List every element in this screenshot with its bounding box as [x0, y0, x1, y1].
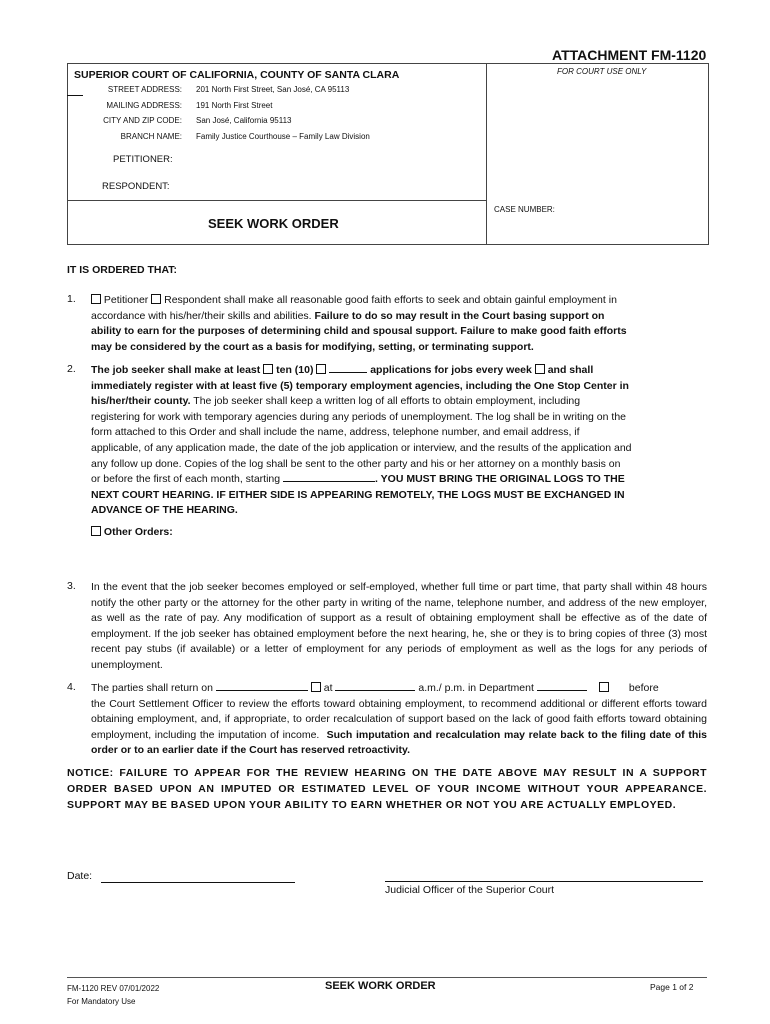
item-4-text-b: at — [323, 682, 333, 694]
city-zip-label: CITY AND ZIP CODE: — [103, 116, 182, 125]
footer-divider — [67, 977, 707, 978]
item-4-body — [91, 697, 707, 759]
item-3-number: 3. — [67, 580, 76, 592]
item-2-line-9: NEXT COURT HEARING. IF EITHER SIDE IS APPEARING REMOTELY, THE LOGS MUST BE EXCHANGED IN — [91, 488, 625, 501]
branch-name-label: BRANCH NAME: — [120, 132, 182, 141]
weekly-checkbox[interactable] — [535, 364, 545, 374]
item-1-line-1 — [91, 293, 707, 309]
department-field[interactable] — [537, 681, 587, 691]
item-4-text-e: the Court Settlement Officer to review the efforts toward obtaining employment, to recommend additional or different efforts toward obtaining employment, and, if appropriate, to order recalculation of support based on the lack of good faith efforts toward obtaining employment, including the imputation of income. — [91, 697, 707, 741]
item-2-line-10: ADVANCE OF THE HEARING. — [91, 504, 238, 517]
mailing-address-value: 191 North First Street — [196, 101, 273, 110]
item-1-line-3 — [91, 324, 707, 340]
return-time-field[interactable] — [335, 681, 415, 691]
item-1-bold-a: Failure to do so may result in the Court basing support on — [314, 309, 605, 322]
petitioner-label: PETITIONER: — [113, 154, 173, 165]
date-label: Date: — [67, 870, 93, 882]
notice-text: NOTICE: FAILURE TO APPEAR FOR THE REVIEW HEARING ON THE DATE ABOVE MAY RESULT IN A SUPPORT ORDER BASED UPON AN IMPUTED OR ESTIMATED LEVEL OF YOUR INCOME WITHOUT YOUR APPEARANCE. SUPPORT MAY BE BASED UPON YOUR ABILITY TO EARN WHETHER OR NOT YOU ARE ACTUALLY EMPLOYED. — [67, 767, 707, 811]
item-2-line-8 — [91, 472, 707, 488]
item-4-line-1 — [91, 681, 707, 697]
city-zip-value: San José, California 95113 — [196, 116, 292, 125]
item-2-line-1 — [91, 363, 707, 379]
item-4-text-a: The parties shall return on — [91, 682, 213, 694]
item-1-bold-c: . Failure to make good faith efforts — [454, 325, 627, 338]
item-4-number: 4. — [67, 681, 76, 693]
custom-applications-checkbox[interactable] — [316, 364, 326, 374]
footer-mandatory: For Mandatory Use — [67, 997, 136, 1006]
other-orders-checkbox[interactable] — [91, 526, 101, 536]
item-1-number: 1. — [67, 293, 76, 305]
item-2-text-d: The job seeker shall keep a written log of all efforts to obtain employment, including — [190, 395, 581, 408]
caption-title-divider — [67, 200, 487, 201]
case-number-label: CASE NUMBER: — [494, 205, 555, 214]
item-1-line-2 — [91, 309, 707, 325]
item-2-line-4: registering for work with temporary agencies during any periods of unemployment. The log shall be in writing on the — [91, 410, 627, 423]
item-4-text-c: a.m./ p.m. in Department — [418, 682, 534, 694]
petitioner-option-label: Petitioner — [103, 294, 149, 306]
item-2-text-c: and shall — [547, 364, 594, 376]
corner-tick — [67, 95, 83, 96]
item-1-text-a: shall make all reasonable good faith efforts to seek and obtain gainful employment in — [223, 294, 617, 306]
item-4 — [91, 681, 707, 759]
item-2 — [91, 363, 707, 519]
court-name: SUPERIOR COURT OF CALIFORNIA, COUNTY OF SANTA CLARA — [74, 69, 400, 81]
ten-applications-checkbox[interactable] — [263, 364, 273, 374]
applications-count-field[interactable] — [329, 363, 367, 373]
footer-revision: FM-1120 REV 07/01/2022 — [67, 984, 160, 993]
signature-line[interactable] — [385, 881, 703, 882]
item-2-line-5: form attached to this Order and shall include the name, address, telephone number, and email address, if — [91, 426, 580, 439]
item-2-bold-b: . YOU MUST BRING THE ORIGINAL LOGS TO THE — [375, 473, 625, 486]
street-address-label: STREET ADDRESS: — [107, 85, 182, 94]
department-checkbox[interactable] — [599, 682, 609, 692]
item-3-text: In the event that the job seeker becomes employed or self-employed, whether full time or part time, that party shall within 48 hours notify the other party or the attorney for the other party in writing of the name, telephone number, and address of the new employer, as well as the rate of pay. Any modification of support as a result of obtaining employment shall be effective as of the date of employment. If the job seeker has obtained employment before the next hearing, he, she or they is to bring copies of three (3) most recent pay stubs (if available) or a letter of employment for any periods of employment as well as the logs for any periods of unemployment. — [91, 581, 707, 671]
item-1-bold-b: ability to earn for the purposes of determining child and spousal support — [91, 325, 455, 338]
item-4-text-d: before — [628, 682, 659, 694]
mailing-address-label: MAILING ADDRESS: — [106, 101, 182, 110]
footer-page-number: Page 1 of 2 — [650, 982, 694, 992]
respondent-option-label: Respondent — [164, 294, 221, 306]
item-2-text-a: The job seeker shall make at least — [91, 364, 261, 376]
return-date-field[interactable] — [216, 681, 308, 691]
item-1-line-4 — [91, 340, 707, 356]
item-2-line-3 — [91, 394, 707, 410]
other-orders-label: Other Orders: — [103, 526, 173, 538]
court-use-label: FOR COURT USE ONLY — [557, 67, 647, 76]
item-2-number: 2. — [67, 363, 76, 375]
street-address-value: 201 North First Street, San José, CA 95113 — [196, 85, 350, 94]
item-1-bold-d: may be considered by the court as a basis for modifying, setting, or terminating support. — [91, 340, 534, 353]
respondent-checkbox[interactable] — [151, 294, 161, 304]
item-2-line-2: immediately register with at least five (5) temporary employment agencies, including the One Stop Center in — [91, 379, 629, 392]
judicial-officer-label: Judicial Officer of the Superior Court — [385, 884, 555, 896]
item-1-text-b: accordance with his/her/their skills and abilities. — [91, 309, 312, 322]
return-date-checkbox[interactable] — [311, 682, 321, 692]
item-2-text-e: or before the first of each month, starting — [91, 473, 281, 486]
date-field[interactable] — [101, 882, 295, 883]
branch-name-value: Family Justice Courthouse – Family Law Division — [196, 132, 370, 141]
other-orders — [91, 526, 173, 538]
item-2-line-6: applicable, of any application made, the date of the job application or interview, and the results of the application and — [91, 441, 632, 454]
item-4-bold: Such imputation and recalculation may relate back to the filing date of this order or to an earlier date if the Court has reserved retroactivity. — [91, 728, 707, 757]
footer-form-info — [67, 982, 159, 1008]
petitioner-checkbox[interactable] — [91, 294, 101, 304]
ordered-heading: IT IS ORDERED THAT: — [67, 264, 178, 276]
item-2-text-b: applications for jobs every week — [370, 364, 532, 376]
item-1 — [91, 293, 707, 355]
form-title: SEEK WORK ORDER — [208, 216, 339, 231]
caption-divider — [486, 63, 487, 245]
respondent-label: RESPONDENT: — [102, 181, 170, 192]
log-start-date-field[interactable] — [283, 472, 375, 482]
item-2-line-7: any follow up done. Copies of the log shall be sent to the other party and his or her attorney on a monthly basis on — [91, 457, 621, 470]
item-2-bold-a: his/her/their county. — [91, 395, 191, 408]
attachment-title: ATTACHMENT FM-1120 — [552, 47, 707, 63]
footer-title: SEEK WORK ORDER — [325, 980, 436, 992]
ten-applications-label: ten (10) — [276, 364, 314, 376]
